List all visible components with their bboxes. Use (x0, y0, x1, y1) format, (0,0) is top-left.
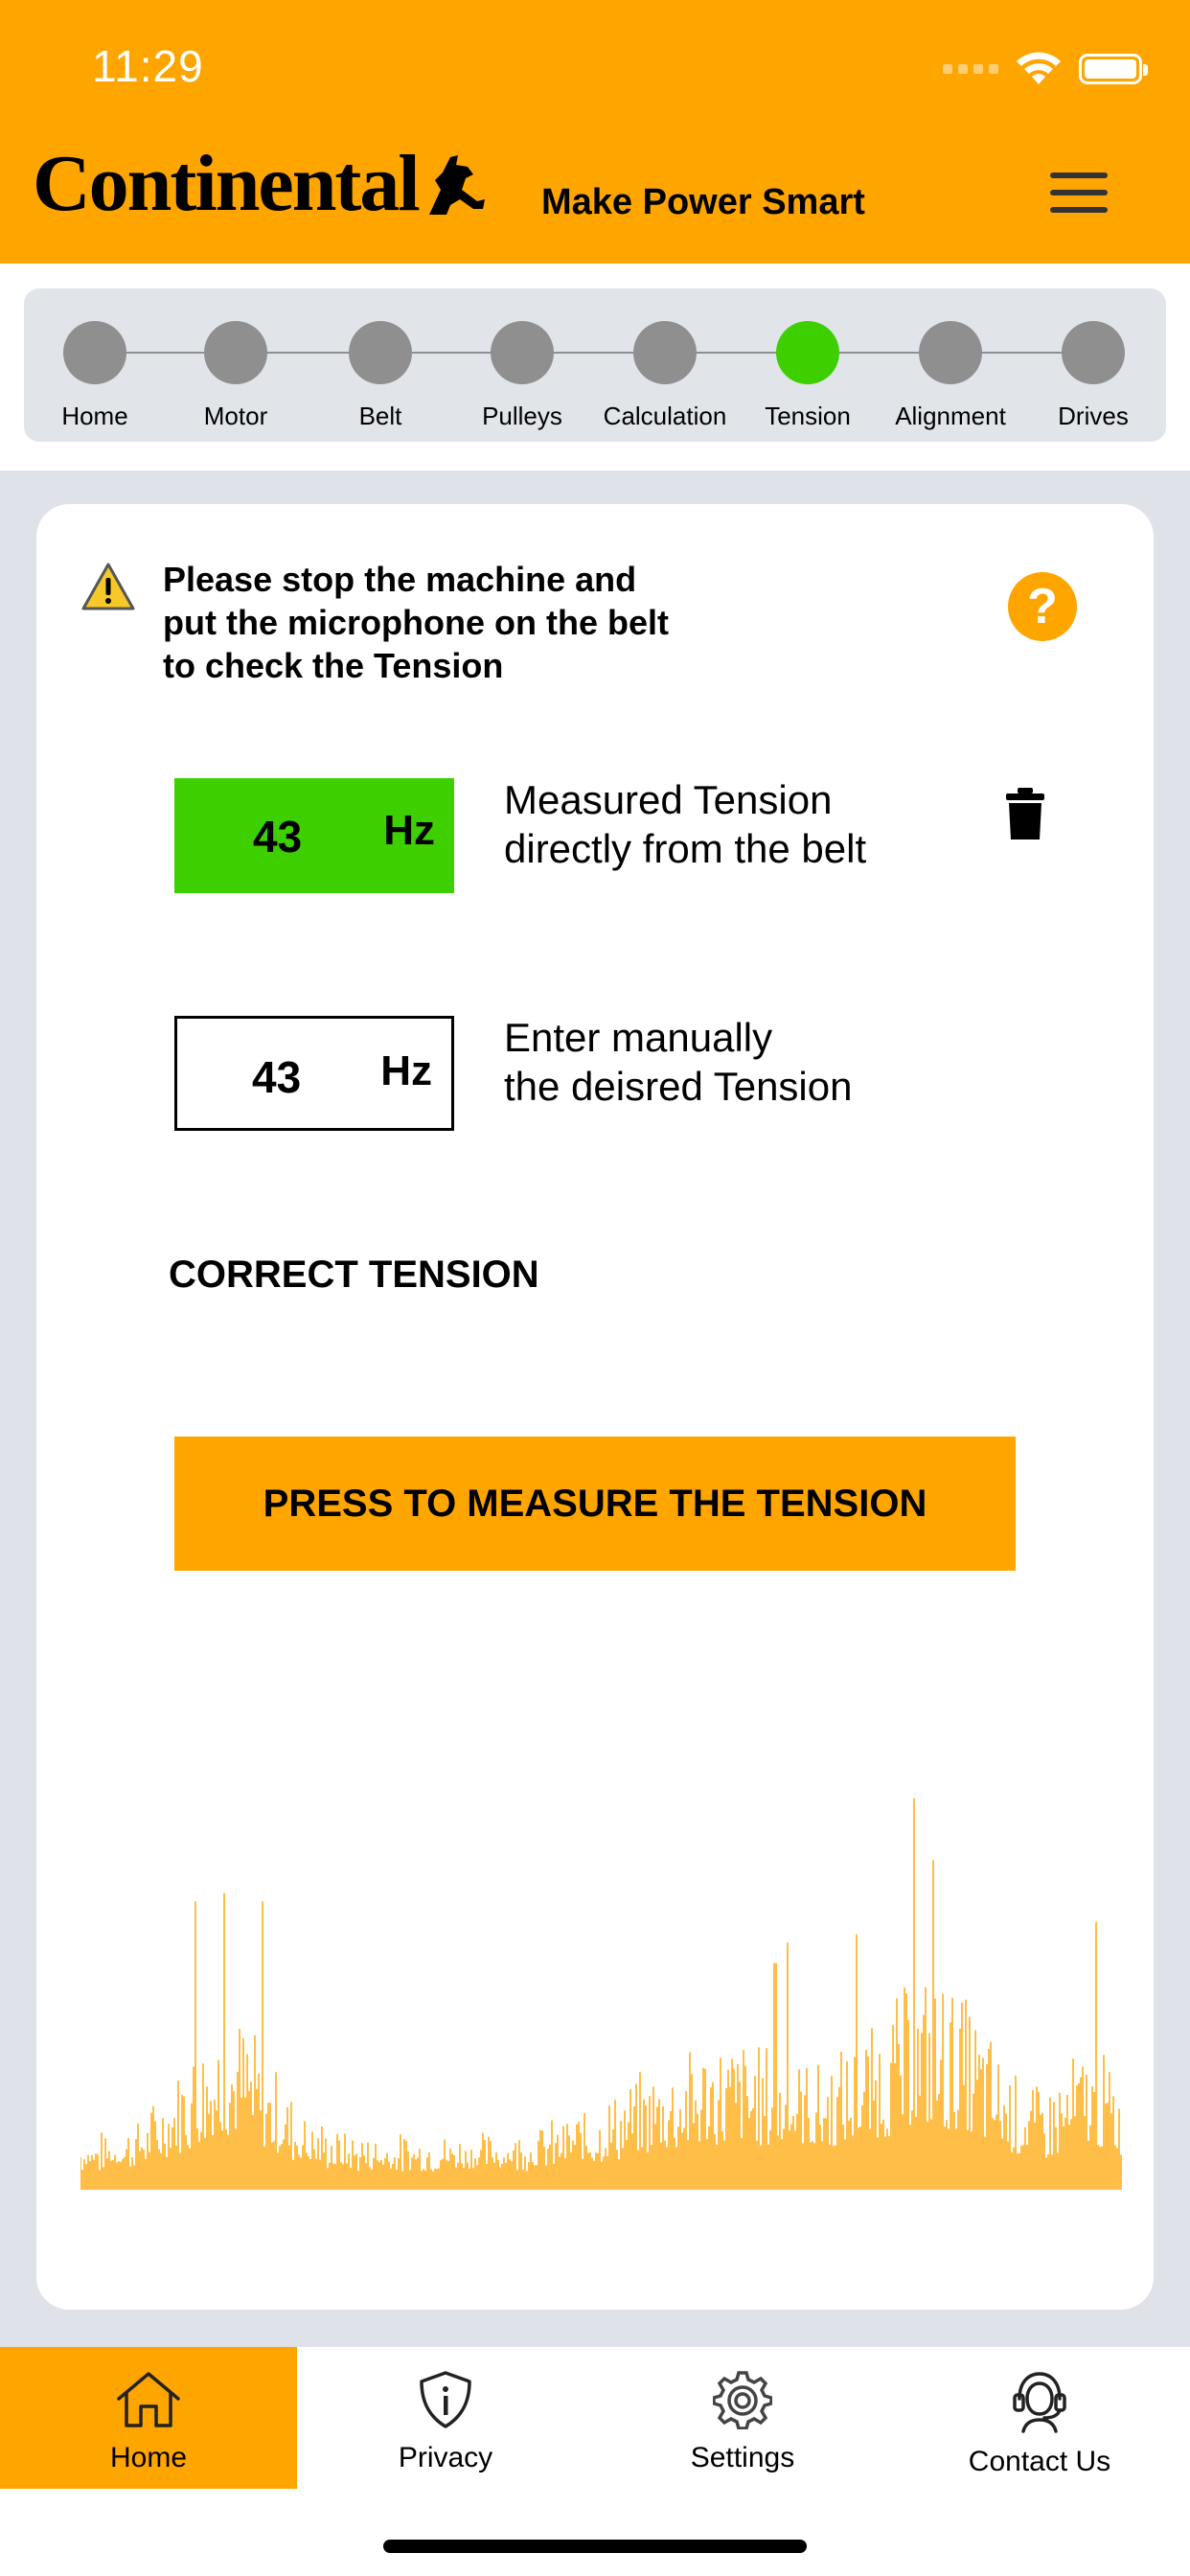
step-dot (63, 321, 126, 384)
tab-privacy[interactable] (297, 2347, 594, 2489)
warning-icon (80, 562, 136, 611)
step-pulleys[interactable] (450, 321, 594, 431)
status-time: 11:29 (92, 41, 204, 91)
audio-waveform (80, 1782, 1123, 2195)
step-calculation[interactable] (593, 321, 737, 431)
tab-label: Home (109, 2442, 188, 2473)
tagline: Make Power Smart (541, 182, 865, 222)
home-icon (115, 2370, 182, 2429)
desc-line: Enter manually (504, 1015, 773, 1060)
step-dot (204, 321, 267, 384)
measured-description (504, 775, 866, 873)
wifi-icon (1016, 52, 1062, 86)
header-bar (0, 0, 1190, 264)
instruction-line: to check the Tension (163, 646, 504, 685)
tab-label: Privacy (398, 2442, 493, 2473)
headset-icon (1010, 2370, 1069, 2433)
tab-settings[interactable] (594, 2347, 891, 2489)
step-dot (349, 321, 412, 384)
step-dot (491, 321, 554, 384)
step-label: Alignment (895, 402, 1006, 430)
tension-status: CORRECT TENSION (169, 1254, 539, 1296)
desc-line: Measured Tension (504, 777, 833, 822)
instruction-line: put the microphone on the belt (163, 603, 669, 642)
step-home[interactable] (23, 321, 167, 431)
manual-value: 43 (252, 1052, 302, 1102)
step-dot (919, 321, 982, 384)
step-motor[interactable] (164, 321, 308, 431)
hamburger-menu-icon[interactable] (1050, 172, 1108, 215)
step-dot (1062, 321, 1125, 384)
instruction-text (163, 558, 699, 687)
step-label: Pulleys (482, 402, 562, 430)
measured-value: 43 (253, 812, 303, 862)
battery-icon (1079, 54, 1142, 84)
desc-line: directly from the belt (504, 826, 867, 871)
cellular-signal-icon (943, 64, 998, 74)
manual-tension-input[interactable] (174, 1016, 454, 1131)
waveform-bars (80, 1799, 1121, 2191)
step-dot (633, 321, 697, 384)
tab-contact-us[interactable] (891, 2347, 1188, 2489)
step-label: Calculation (603, 402, 727, 430)
horse-logo-icon (422, 151, 489, 218)
tab-label: Contact Us (968, 2446, 1111, 2477)
measure-tension-button[interactable]: PRESS TO MEASURE THE TENSION (174, 1437, 1016, 1571)
instruction-line: Please stop the machine and (163, 560, 637, 599)
step-label: Home (61, 402, 128, 430)
shield-info-icon (416, 2370, 475, 2429)
status-icons (943, 50, 1142, 88)
measured-unit: Hz (383, 807, 435, 854)
step-label: Tension (765, 402, 851, 430)
step-tension[interactable] (736, 321, 880, 431)
bottom-tab-bar (0, 2347, 1190, 2489)
step-label: Belt (358, 402, 402, 430)
help-button[interactable]: ? (1008, 572, 1077, 641)
gear-icon (713, 2370, 772, 2429)
tab-home[interactable] (0, 2347, 297, 2489)
measured-tension-value (174, 778, 454, 893)
step-alignment[interactable] (879, 321, 1022, 431)
progress-steps-section (0, 264, 1190, 471)
manual-unit: Hz (380, 1047, 432, 1094)
brand-logo: Continental (33, 139, 419, 228)
trash-icon[interactable] (1004, 788, 1046, 841)
step-dot-active (776, 321, 839, 384)
step-belt[interactable] (309, 321, 452, 431)
step-label: Motor (203, 402, 268, 430)
desc-line: the deisred Tension (504, 1064, 853, 1109)
home-indicator (383, 2540, 807, 2553)
step-label: Drives (1058, 402, 1129, 430)
progress-steps (24, 288, 1166, 442)
manual-description (504, 1013, 852, 1111)
step-drives[interactable] (1021, 321, 1165, 431)
tab-label: Settings (690, 2442, 795, 2473)
